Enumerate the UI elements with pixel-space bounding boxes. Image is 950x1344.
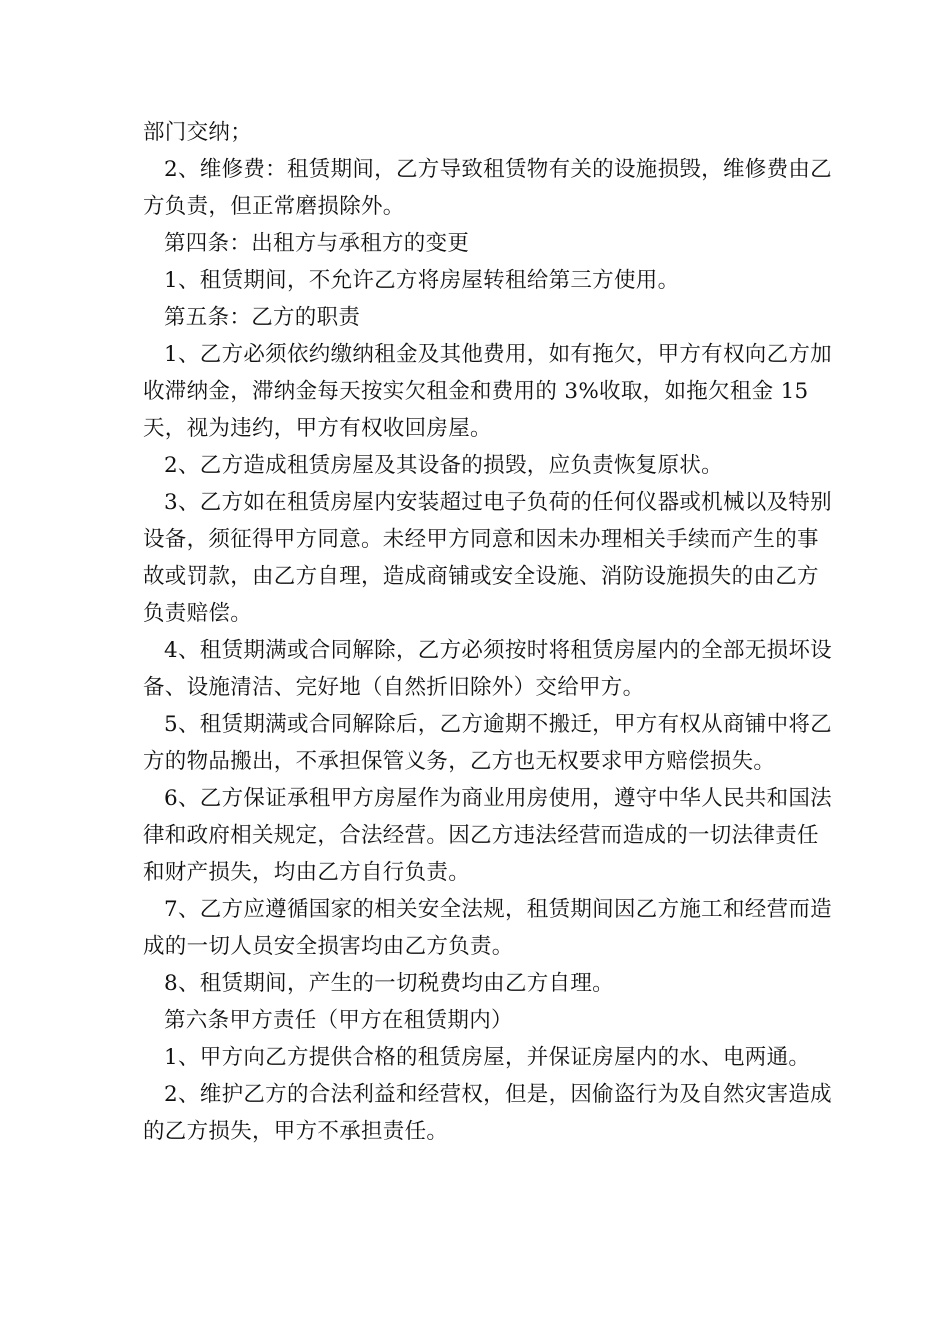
paragraph-continuation: 部门交纳； <box>143 120 253 145</box>
paragraph-protect-rights: 2、维护乙方的合法利益和经营权，但是，因偷盗行为及自然灾害造成的乙方损失，甲方不承担责任。 <box>143 1082 832 1144</box>
paragraph-overdue-move: 5、租赁期满或合同解除后，乙方逾期不搬迁，甲方有权从商铺中将乙方的物品搬出，不承担保管义务，乙方也无权要求甲方赔偿损失。 <box>143 712 832 774</box>
paragraph-safety: 7、乙方应遵循国家的相关安全法规，租赁期间因乙方施工和经营而造成的一切人员安全损害均由乙方负责。 <box>143 897 832 959</box>
paragraph-damage-restore: 2、乙方造成租赁房屋及其设备的损毁，应负责恢复原状。 <box>164 453 723 478</box>
paragraph-maintenance-fee: 2、维修费：租赁期间，乙方导致租赁物有关的设施损毁，维修费由乙方负责，但正常磨损除外。 <box>143 157 832 219</box>
heading-article-5: 第五条：乙方的职责 <box>164 305 361 330</box>
paragraph-equipment-install: 3、乙方如在租赁房屋内安装超过电子负荷的任何仪器或机械以及特别设备，须征得甲方同意。未经甲方同意和因未办理相关手续而产生的事故或罚款，由乙方自理，造成商铺或安全设施、消防设施损失的由乙方负责赔偿。 <box>143 490 832 626</box>
paragraph-legal-operation: 6、乙方保证承租甲方房屋作为商业用房使用，遵守中华人民共和国法律和政府相关规定，合法经营。因乙方违法经营而造成的一切法律责任和财产损失，均由乙方自行负责。 <box>143 786 832 885</box>
heading-article-4: 第四条：出租方与承租方的变更 <box>164 231 470 256</box>
paragraph-return-property: 4、租赁期满或合同解除，乙方必须按时将租赁房屋内的全部无损坏设备、设施清洁、完好地（自然折旧除外）交给甲方。 <box>143 638 832 700</box>
paragraph-no-sublease: 1、租赁期间，不允许乙方将房屋转租给第三方使用。 <box>164 268 680 293</box>
paragraph-late-fee: 1、乙方必须依约缴纳租金及其他费用，如有拖欠，甲方有权向乙方加收滞纳金，滞纳金每天按实欠租金和费用的 3%收取，如拖欠租金 15 天，视为违约，甲方有权收回房屋。 <box>143 342 832 441</box>
paragraph-taxes: 8、租赁期间，产生的一切税费均由乙方自理。 <box>164 971 614 996</box>
paragraph-provide-property: 1、甲方向乙方提供合格的租赁房屋，并保证房屋内的水、电两通。 <box>164 1045 811 1070</box>
document-body <box>143 114 833 1150</box>
heading-article-6: 第六条甲方责任（甲方在租赁期内） <box>164 1008 513 1033</box>
